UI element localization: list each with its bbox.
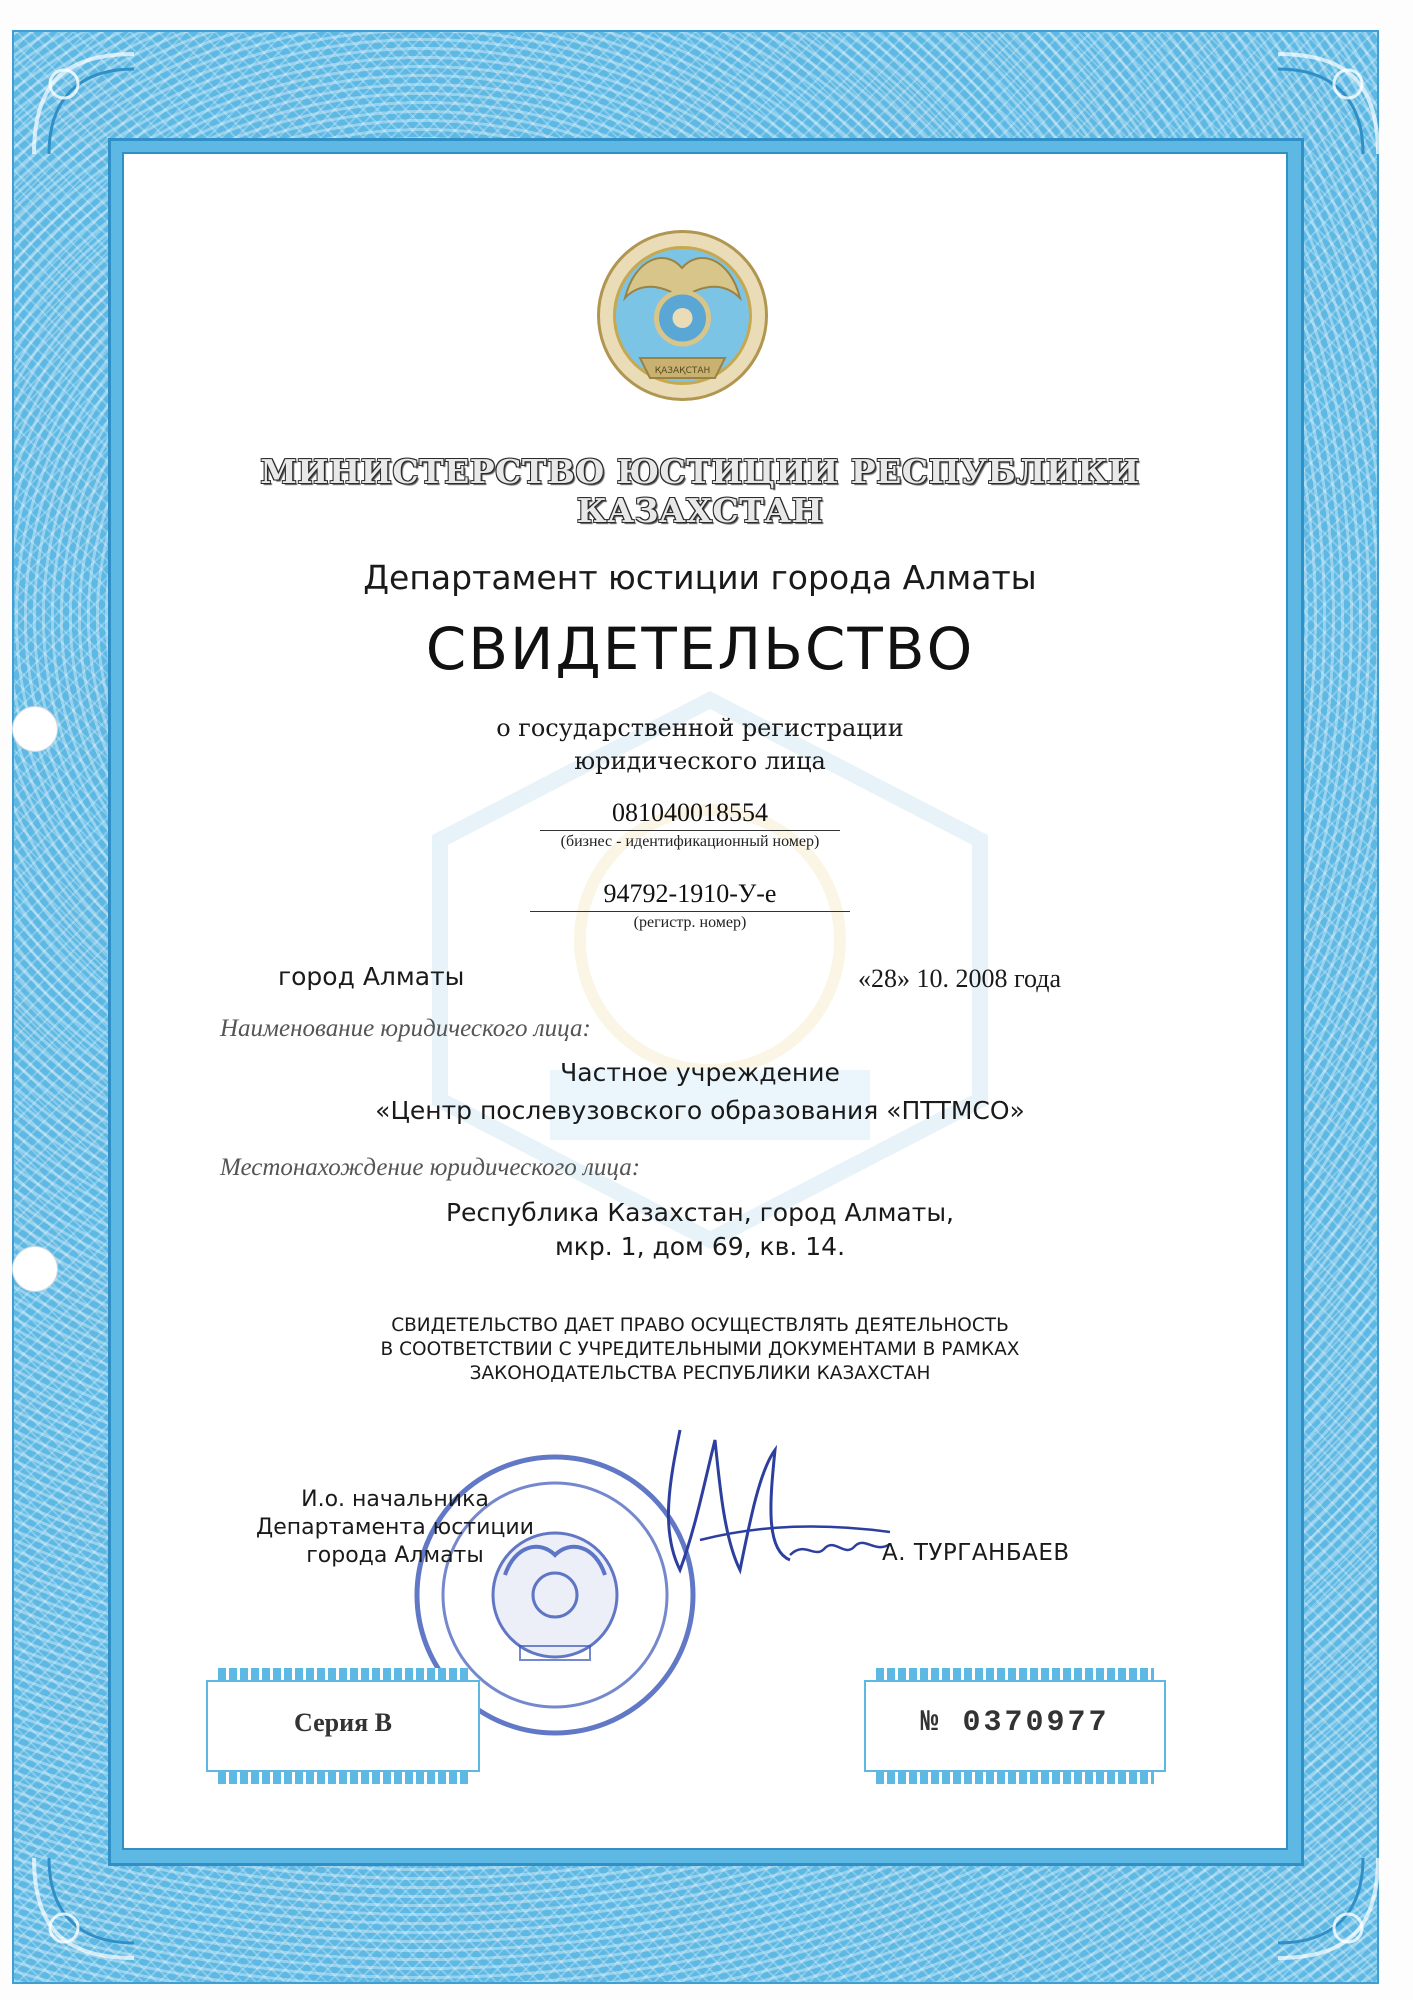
document-subtitle	[175, 712, 1225, 778]
department-name: Департамент юстиции города Алматы	[363, 558, 1037, 597]
notice-line: В СООТВЕТСТВИИ С УЧРЕДИТЕЛЬНЫМИ ДОКУМЕНТАМИ В РАМКАХ	[380, 1339, 1020, 1360]
bin-field	[520, 798, 860, 851]
punch-hole	[12, 1246, 58, 1292]
plate-ornament	[876, 1772, 1154, 1784]
signer-position-line: И.о. начальника	[301, 1487, 489, 1512]
issue-city: город Алматы	[278, 962, 465, 991]
series-plate	[206, 1680, 480, 1772]
plate-ornament	[218, 1772, 468, 1784]
entity-name-label: Наименование юридического лица:	[220, 1015, 591, 1042]
subtitle-line: о государственной регистрации	[496, 714, 904, 742]
issue-date: «28» 10. 2008 года	[858, 964, 1062, 993]
notice-line: ЗАКОНОДАТЕЛЬСТВА РЕСПУБЛИКИ КАЗАХСТАН	[469, 1363, 931, 1384]
entity-name-line: «Центр послевузовского образования «ПТТМСО»	[375, 1096, 1025, 1125]
plate-ornament	[218, 1668, 468, 1680]
reg-number-value: 94792-1910-У-е	[530, 879, 850, 912]
reg-number-caption: (регистр. номер)	[633, 914, 747, 931]
entity-location-line: мкр. 1, дом 69, кв. 14.	[554, 1232, 846, 1261]
entity-location-line: Республика Казахстан, город Алматы,	[445, 1198, 955, 1227]
emblem-label: ҚАЗАҚСТАН	[654, 366, 711, 376]
corner-ornament-icon	[1268, 1848, 1388, 1968]
rights-notice	[175, 1314, 1225, 1386]
document-title: СВИДЕТЕЛЬСТВО	[425, 615, 975, 683]
punch-hole	[12, 706, 58, 752]
signer-position-line: Департамента юстиции	[256, 1515, 534, 1540]
corner-ornament-icon	[1268, 44, 1388, 164]
corner-ornament-icon	[24, 1848, 144, 1968]
series-label: Серия В	[294, 1708, 392, 1737]
reg-number-field	[520, 879, 860, 932]
corner-ornament-icon	[24, 44, 144, 164]
entity-name-line: Частное учреждение	[560, 1058, 840, 1087]
state-emblem-icon	[595, 228, 770, 403]
bin-value: 081040018554	[540, 798, 840, 831]
signer-name: А. ТУРГАНБАЕВ	[882, 1540, 1070, 1566]
handwritten-signature-icon	[640, 1420, 910, 1610]
number-plate	[864, 1680, 1166, 1772]
plate-ornament	[876, 1668, 1154, 1680]
notice-line: СВИДЕТЕЛЬСТВО ДАЕТ ПРАВО ОСУЩЕСТВЛЯТЬ ДЕЯТЕЛЬНОСТЬ	[391, 1315, 1009, 1336]
subtitle-line: юридического лица	[574, 747, 826, 775]
entity-location-label: Местонахождение юридического лица:	[220, 1154, 641, 1181]
ministry-heading: МИНИСТЕРСТВО ЮСТИЦИИ РЕСПУБЛИКИ КАЗАХСТАН	[260, 452, 1140, 530]
bin-caption: (бизнес - идентификационный номер)	[560, 833, 820, 850]
certificate-number: № 0370977	[920, 1706, 1110, 1740]
signer-position	[225, 1486, 565, 1570]
signer-position-line: города Алматы	[306, 1543, 484, 1568]
